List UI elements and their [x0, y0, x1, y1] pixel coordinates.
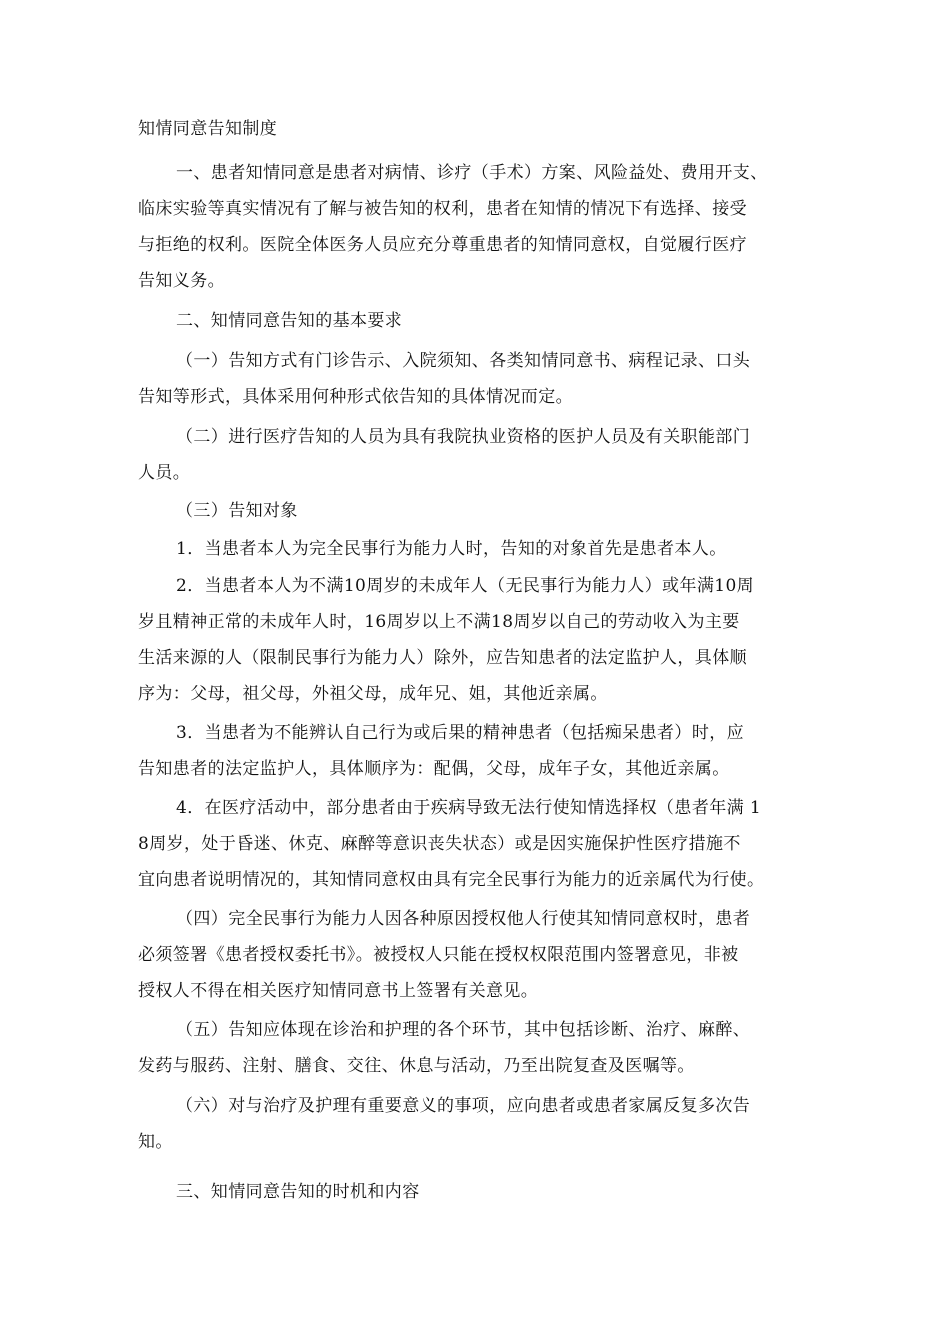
paragraph-line: 3．当患者为不能辨认自己行为或后果的精神患者（包括痴呆患者）时，应	[176, 723, 745, 743]
paragraph-line: 8周岁，处于昏迷、休克、麻醉等意识丧失状态）或是因实施保护性医疗措施不	[138, 834, 741, 854]
paragraph-line: （一）告知方式有门诊告示、入院须知、各类知情同意书、病程记录、口头	[176, 351, 751, 371]
paragraph-line: 必须签署《患者授权委托书》。被授权人只能在授权权限范围内签署意见，非被	[138, 945, 739, 965]
section-heading: 二、知情同意告知的基本要求	[176, 311, 403, 331]
paragraph-line: 授权人不得在相关医疗知情同意书上签署有关意见。	[138, 981, 539, 1001]
paragraph-line: （四）完全民事行为能力人因各种原因授权他人行使其知情同意权时，患者	[176, 909, 751, 929]
paragraph-line: 知。	[138, 1132, 173, 1152]
paragraph-line: 与拒绝的权利。医院全体医务人员应充分尊重患者的知情同意权，自觉履行医疗	[138, 235, 747, 255]
paragraph-line: 人员。	[138, 463, 191, 483]
paragraph-line: （五）告知应体现在诊治和护理的各个环节，其中包括诊断、治疗、麻醉、	[176, 1020, 751, 1040]
paragraph-line: 2．当患者本人为不满10周岁的未成年人（无民事行为能力人）或年满10周	[176, 576, 755, 596]
paragraph-line: 临床实验等真实情况有了解与被告知的权利，患者在知情的情况下有选择、接受	[138, 199, 747, 219]
paragraph-line: （二）进行医疗告知的人员为具有我院执业资格的医护人员及有关职能部门	[176, 427, 751, 447]
paragraph-line: 1．当患者本人为完全民事行为能力人时，告知的对象首先是患者本人。	[176, 539, 727, 559]
paragraph-line: 宜向患者说明情况的，其知情同意权由具有完全民事行为能力的近亲属代为行使。	[138, 870, 765, 890]
paragraph-line: 生活来源的人（限制民事行为能力人）除外，应告知患者的法定监护人，具体顺	[138, 648, 747, 668]
paragraph-line: 岁且精神正常的未成年人时，16周岁以上不满18周岁以自己的劳动收入为主要	[138, 612, 740, 632]
paragraph-line: 4．在医疗活动中，部分患者由于疾病导致无法行使知情选择权（患者年满 1	[176, 798, 762, 818]
paragraph-line: 告知义务。	[138, 271, 225, 291]
paragraph-line: 发药与服药、注射、膳食、交往、休息与活动，乃至出院复查及医嘱等。	[138, 1056, 695, 1076]
paragraph-line: 告知患者的法定监护人，具体顺序为：配偶，父母，成年子女，其他近亲属。	[138, 759, 730, 779]
document-title: 知情同意告知制度	[138, 119, 278, 139]
paragraph-line: 一、患者知情同意是患者对病情、诊疗（手术）方案、风险益处、费用开支、	[176, 163, 768, 183]
subsection-heading: （三）告知对象	[176, 501, 298, 521]
paragraph-line: 序为：父母，祖父母，外祖父母，成年兄、姐，其他近亲属。	[138, 684, 608, 704]
paragraph-line: 告知等形式，具体采用何种形式依告知的具体情况而定。	[138, 387, 573, 407]
section-heading: 三、知情同意告知的时机和内容	[176, 1182, 420, 1202]
paragraph-line: （六）对与治疗及护理有重要意义的事项，应向患者或患者家属反复多次告	[176, 1096, 751, 1116]
